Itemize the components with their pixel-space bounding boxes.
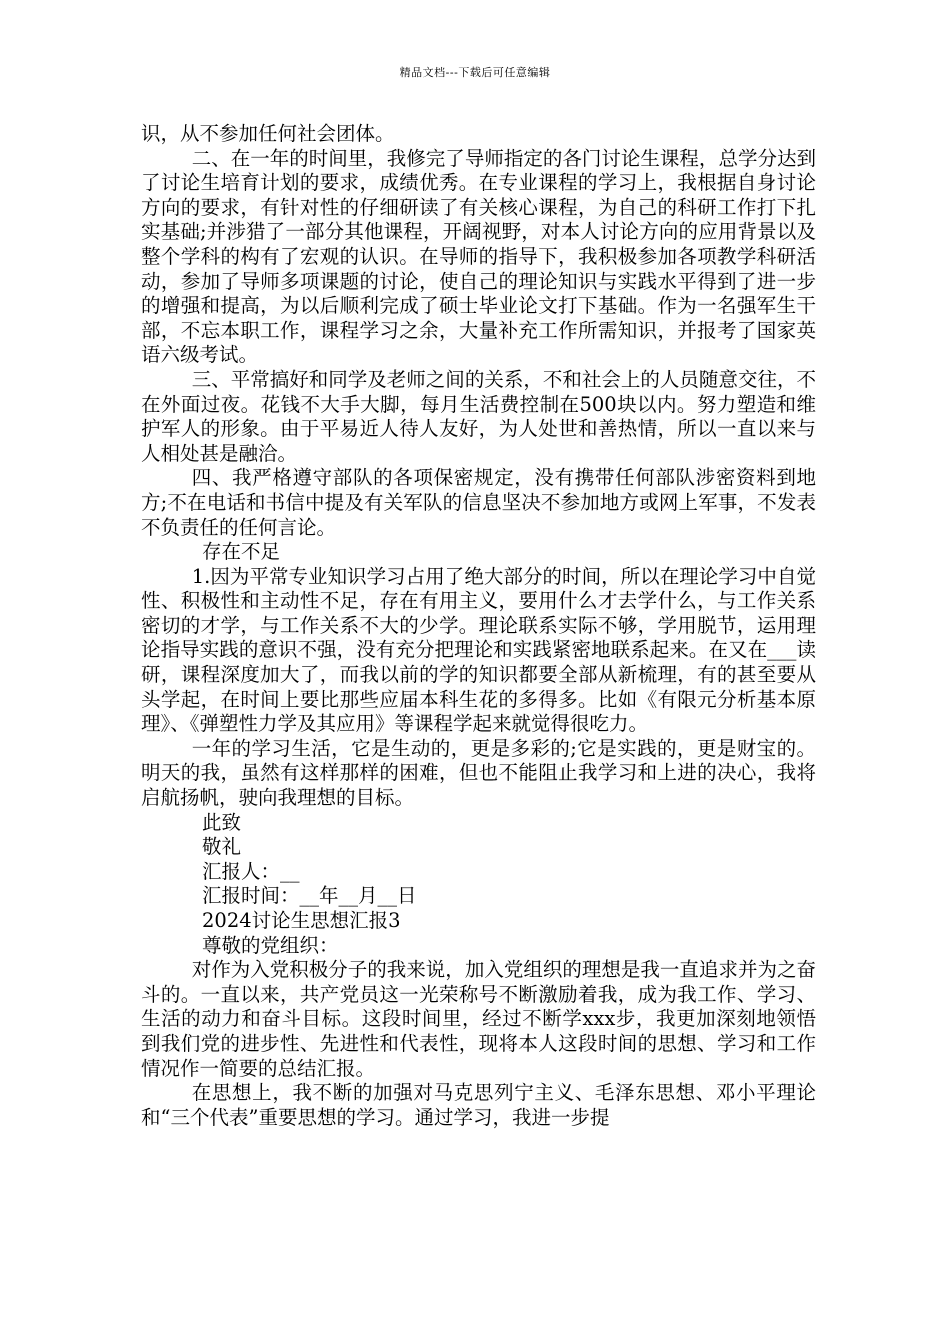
reporter-field: 汇报人：__ [202,859,300,883]
paragraph-shortcoming-1: 1.因为平常专业知识学习占用了绝大部分的时间，所以在理论学习中自觉性、积极性和主动性不足，存在有用主义，要用什么才去学什么，与工作关系密切的才学，与工作关系不大的少学。理论联系实际不够，学用脱节，运用理论指导实践的意识不强，没有充分把理论和实践紧密地联系起来。在又在___读研，课程深度加大了，而我以前的学的知识都要全部从新梳理，有的甚至要从头学起，在时间上要比那些应届本科生花的多得多。比如《有限元分析基本原理》、《弹塑性力学及其应用》等课程学起来就觉得很吃力。 [141,564,816,736]
report-greeting: 尊敬的党组织： [202,933,339,957]
closing-regards: 敬礼 [202,835,242,859]
paragraph-conclusion: 一年的学习生活，它是生动的，更是多彩的;它是实践的，更是财宝的。明天的我，虽然有这样那样的困难，但也不能阻止我学习和上进的决心，我将启航扬帆，驶向我理想的目标。 [141,736,816,810]
section-heading-shortcomings: 存在不足 [202,540,281,564]
report-date-field: 汇报时间：__年__月__日 [202,884,417,908]
closing-salutation: 此致 [202,810,242,834]
page-header: 精品文档---下载后可任意编辑 [399,66,551,79]
paragraph-continuation: 识，从不参加任何社会团体。 [141,122,395,145]
paragraph-relationships: 三、平常搞好和同学及老师之间的关系，不和社会上的人员随意交往，不在外面过夜。花钱不大手大脚，每月生活费控制在500块以内。努力塑造和维护军人的形象。由于平易近人待人友好，为人处世和善热情，所以一直以来与人相处甚是融洽。 [141,367,816,465]
paragraph-coursework: 二、在一年的时间里，我修完了导师指定的各门讨论生课程，总学分达到了讨论生培育计划的要求，成绩优秀。在专业课程的学习上，我根据自身讨论方向的要求，有针对性的仔细研读了有关核心课程，为自己的科研工作打下扎实基础;并涉猎了一部分其他课程，开阔视野，对本人讨论方向的应用背景以及整个学科的构有了宏观的认识。在导师的指导下，我积极参加各项教学科研活动，参加了导师多项课题的讨论，使自己的理论知识与实践水平得到了进一步的增强和提高，为以后顺利完成了硕士毕业论文打下基础。作为一名强军生干部，不忘本职工作，课程学习之余，大量补充工作所需知识，并报考了国家英语六级考试。 [141,146,816,367]
paragraph-ideology: 在思想上，我不断的加强对马克思列宁主义、毛泽东思想、邓小平理论和“三个代表”重要思想的学习。通过学习，我进一步提 [141,1081,816,1129]
report-title: 2024讨论生思想汇报3 [202,909,401,932]
document-body [141,122,816,1130]
paragraph-party-ideal: 对作为入党积极分子的我来说，加入党组织的理想是我一直追求并为之奋斗的。一直以来，共产党员这一光荣称号不断激励着我，成为我工作、学习、生活的动力和奋斗目标。这段时间里，经过不断学xxx步，我更加深刻地领悟到我们党的进步性、先进性和代表性，现将本人这段时间的思想、学习和工作情况作一简要的总结汇报。 [141,958,816,1080]
paragraph-confidentiality: 四、我严格遵守部队的各项保密规定，没有携带任何部队涉密资料到地方;不在电话和书信中提及有关军队的信息坚决不参加地方或网上军事，不发表不负责任的任何言论。 [141,466,816,539]
